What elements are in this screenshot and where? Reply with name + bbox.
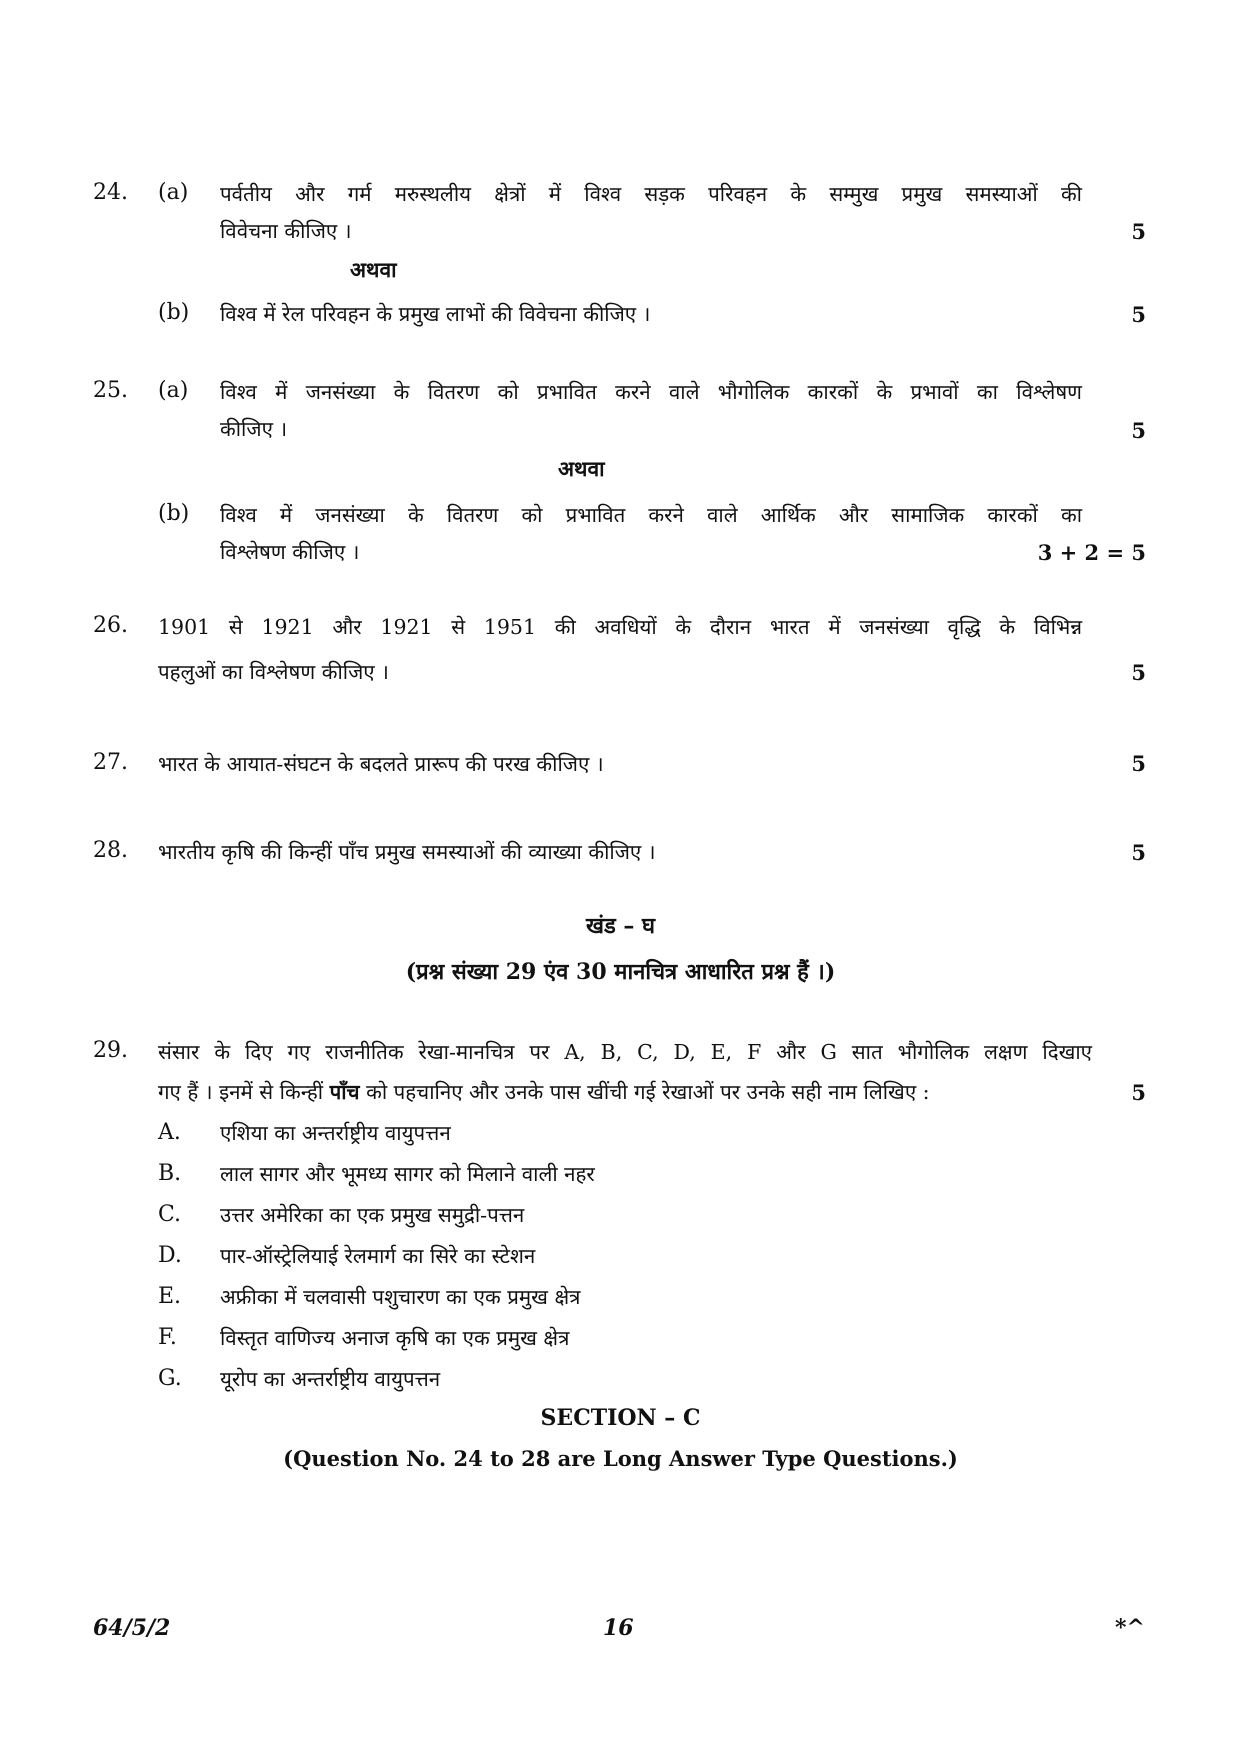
map-item-text: पार-ऑस्ट्रेलियाई रेलमार्ग का सिरे का स्टेशन bbox=[220, 1244, 536, 1268]
part-label: (a) bbox=[158, 180, 189, 205]
or-separator: अथवा bbox=[350, 257, 397, 282]
part-label: (a) bbox=[158, 378, 189, 403]
question-text: कीजिए । bbox=[220, 417, 288, 441]
marks: 5 bbox=[1131, 219, 1146, 244]
or-separator: अथवा bbox=[558, 456, 605, 481]
question-number: 25. bbox=[93, 378, 128, 403]
question-text: विश्व में जनसंख्या के वितरण को प्रभावित करने वाले आर्थिक और सामाजिक कारकों का bbox=[220, 503, 1082, 527]
map-item-text: एशिया का अन्तर्राष्ट्रीय वायुपत्तन bbox=[220, 1121, 451, 1145]
marks: 5 bbox=[1131, 840, 1146, 865]
question-text bbox=[158, 1074, 930, 1111]
marks: 5 bbox=[1131, 418, 1146, 443]
question-text-segment: गए हैं । इनमें से किन्हीं bbox=[158, 1080, 330, 1104]
question-number: 26. bbox=[93, 613, 128, 638]
map-item-letter: A. bbox=[158, 1120, 181, 1145]
map-item-text: अफ्रीका में चलवासी पशुचारण का एक प्रमुख क्षेत्र bbox=[220, 1285, 581, 1309]
question-text: विवेचना कीजिए । bbox=[220, 219, 352, 243]
section-heading: खंड – घ bbox=[585, 913, 656, 939]
map-item-letter: G. bbox=[158, 1366, 182, 1391]
part-label: (b) bbox=[158, 300, 190, 325]
question-number: 28. bbox=[93, 838, 128, 863]
marks: 5 bbox=[1131, 660, 1146, 685]
marks: 5 bbox=[1131, 751, 1146, 776]
map-item-letter: F. bbox=[158, 1325, 177, 1350]
section-subheading: (प्रश्न संख्या 29 एंव 30 मानचित्र आधारित प्रश्न हैं ।) bbox=[405, 959, 836, 985]
question-text: पर्वतीय और गर्म मरुस्थलीय क्षेत्रों में विश्व सड़क परिवहन के सम्मुख प्रमुख समस्याओं की bbox=[220, 182, 1082, 206]
map-item-letter: C. bbox=[158, 1202, 182, 1227]
map-item-text: विस्तृत वाणिज्य अनाज कृषि का एक प्रमुख क्षेत्र bbox=[220, 1326, 570, 1350]
question-text: भारत के आयात-संघटन के बदलते प्रारूप की परख कीजिए । bbox=[158, 752, 604, 776]
question-number: 24. bbox=[93, 180, 128, 205]
section-subheading: (Question No. 24 to 28 are Long Answer Type Questions.) bbox=[283, 1446, 958, 1471]
emphasis-text: पाँच bbox=[329, 1080, 360, 1104]
question-text: भारतीय कृषि की किन्हीं पाँच प्रमुख समस्याओं की व्याख्या कीजिए । bbox=[158, 840, 656, 864]
map-item-letter: B. bbox=[158, 1161, 182, 1186]
question-text: संसार के दिए गए राजनीतिक रेखा-मानचित्र पर A, B, C, D, E, F और G सात भौगोलिक लक्षण दिखाए bbox=[158, 1040, 1092, 1064]
map-item-text: उत्तर अमेरिका का एक प्रमुख समुद्री-पत्तन bbox=[220, 1203, 525, 1227]
question-number: 27. bbox=[93, 750, 128, 775]
question-text: विश्व में जनसंख्या के वितरण को प्रभावित करने वाले भौगोलिक कारकों के प्रभावों का विश्लेषण bbox=[220, 380, 1082, 404]
question-text: विश्लेषण कीजिए । bbox=[220, 540, 360, 564]
paper-code: 64/5/2 bbox=[93, 1615, 171, 1641]
footer-mark: *^ bbox=[1115, 1615, 1145, 1641]
page-number: 16 bbox=[603, 1615, 634, 1641]
section-heading: SECTION – C bbox=[540, 1405, 701, 1431]
question-text-segment: को पहचानिए और उनके पास खींची गई रेखाओं पर उनके सही नाम लिखिए : bbox=[359, 1080, 930, 1104]
map-item-letter: D. bbox=[158, 1243, 182, 1268]
question-text: 1901 से 1921 और 1921 से 1951 की अवधियों के दौरान भारत में जनसंख्या वृद्धि के विभिन्न bbox=[158, 615, 1082, 639]
marks: 5 bbox=[1131, 1080, 1146, 1105]
map-item-text: यूरोप का अन्तर्राष्ट्रीय वायुपत्तन bbox=[220, 1367, 441, 1391]
map-item-text: लाल सागर और भूमध्य सागर को मिलाने वाली नहर bbox=[220, 1162, 595, 1186]
marks: 5 bbox=[1131, 302, 1146, 327]
marks: 3 + 2 = 5 bbox=[1037, 540, 1146, 565]
map-item-letter: E. bbox=[158, 1284, 182, 1309]
part-label: (b) bbox=[158, 501, 190, 526]
question-number: 29. bbox=[93, 1038, 128, 1063]
question-text: विश्व में रेल परिवहन के प्रमुख लाभों की विवेचना कीजिए । bbox=[220, 302, 651, 326]
question-text: पहलुओं का विश्लेषण कीजिए । bbox=[158, 660, 389, 684]
